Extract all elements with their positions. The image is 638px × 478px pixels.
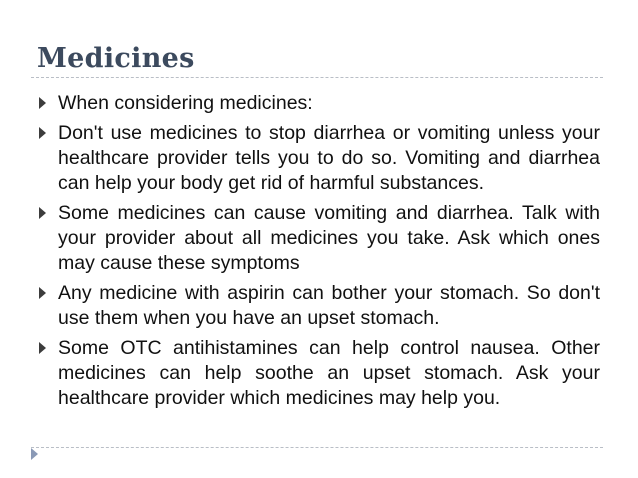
bullet-list (36, 91, 600, 416)
footer-divider (31, 447, 603, 448)
bullet-text: Don't use medicines to stop diarrhea or vomiting unless your healthcare provider tells you to do so. Vomiting and diarrhea can help your body get rid of harmful substances. (58, 122, 600, 194)
bullet-text: Any medicine with aspirin can bother your stomach. So don't use them when you have an upset stomach. (58, 282, 600, 329)
slide-title: Medicines (37, 43, 195, 74)
bullet-text: Some OTC antihistamines can help control nausea. Other medicines can help soothe an upset stomach. Ask your healthcare provider which medicines may help you. (58, 337, 600, 409)
bullet-item (36, 281, 600, 331)
triangle-right-icon (39, 127, 46, 139)
bullet-text: When considering medicines: (58, 92, 313, 114)
title-divider (31, 77, 603, 78)
triangle-right-icon (39, 97, 46, 109)
bullet-item (36, 201, 600, 276)
triangle-right-icon (39, 207, 46, 219)
bullet-text: Some medicines can cause vomiting and diarrhea. Talk with your provider about all medicines you take. Ask which ones may cause these symptoms (58, 202, 600, 274)
bullet-item (36, 336, 600, 411)
triangle-right-icon (39, 342, 46, 354)
bullet-item (36, 121, 600, 196)
footer-arrow-icon (31, 448, 38, 460)
bullet-item (36, 91, 600, 116)
triangle-right-icon (39, 287, 46, 299)
